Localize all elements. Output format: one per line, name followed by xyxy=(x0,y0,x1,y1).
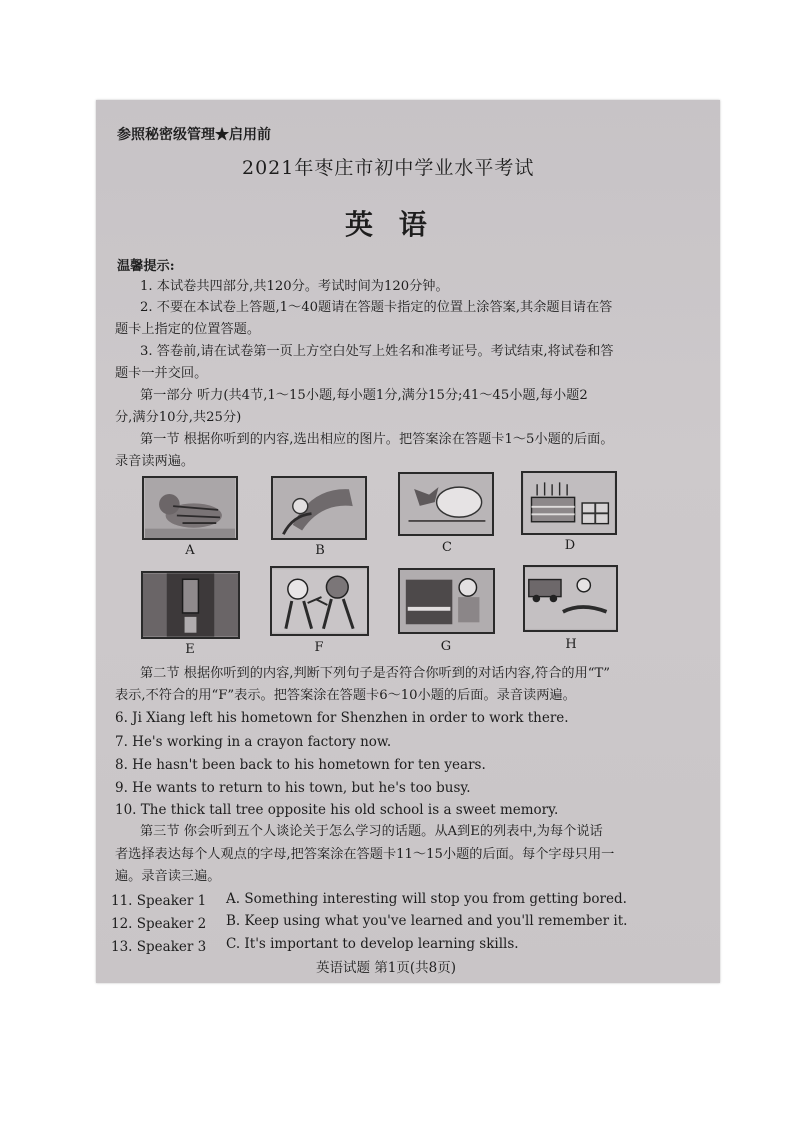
option-a: A. Something interesting will stop you from getting bored. xyxy=(226,891,627,907)
picture-label: C xyxy=(442,540,452,555)
picture-label: E xyxy=(185,642,195,657)
picture-label: B xyxy=(315,543,325,558)
picture-c xyxy=(398,472,494,536)
picture-label: G xyxy=(440,639,452,654)
speaker-3: 13. Speaker 3 xyxy=(111,939,207,955)
elevator-icon xyxy=(143,573,238,637)
question-8: 8. He hasn't been back to his hometown for ten years. xyxy=(115,757,486,773)
picture-a xyxy=(142,476,238,540)
part1-heading: 第一部分 听力(共4节,1～15小题,每小题1分,满分15分;41～45小题,每小题2 xyxy=(140,388,588,403)
arguing-people-icon xyxy=(272,568,367,634)
picture-label: A xyxy=(185,543,195,558)
notice-heading: 温馨提示: xyxy=(117,259,175,274)
accident-icon xyxy=(525,567,616,630)
animals-icon xyxy=(400,474,492,534)
part1-heading-cont: 分,满分10分,共25分) xyxy=(115,410,242,425)
speaker-1: 11. Speaker 1 xyxy=(111,893,207,909)
picture-f xyxy=(270,566,369,636)
notice-item: 题卡上指定的位置答题。 xyxy=(115,322,261,337)
tiger-icon xyxy=(144,478,236,538)
question-10: 10. The thick tall tree opposite his old school is a sweet memory. xyxy=(115,802,559,818)
section3-instruction-cont: 遍。录音读三遍。 xyxy=(115,869,221,884)
picture-g xyxy=(398,568,495,634)
section3-instruction: 第三节 你会听到五个人谈论关于怎么学习的话题。从A到E的列表中,为每个说话 xyxy=(140,824,603,839)
option-c: C. It's important to develop learning skills. xyxy=(226,936,519,952)
picture-d xyxy=(521,471,617,535)
subject-title: 英 语 xyxy=(345,208,435,241)
section3-instruction-cont: 者选择表达每个人观点的字母,把答案涂在答题卡11～15小题的后面。每个字母只用一 xyxy=(115,847,615,862)
section1-instruction: 第一节 根据你听到的内容,选出相应的图片。把答案涂在答题卡1～5小题的后面。 xyxy=(140,432,614,447)
speaker-2: 12. Speaker 2 xyxy=(111,916,207,932)
notice-item: 3. 答卷前,请在试卷第一页上方空白处写上姓名和准考证号。考试结束,将试卷和答 xyxy=(140,344,614,359)
classification-label: 参照秘密级管理★启用前 xyxy=(117,127,271,143)
birthday-cake-icon xyxy=(523,473,615,533)
notice-item: 题卡一并交回。 xyxy=(115,366,208,381)
picture-e xyxy=(141,571,240,639)
section2-instruction-cont: 表示,不符合的用“F”表示。把答案涂在答题卡6～10小题的后面。录音读两遍。 xyxy=(115,688,576,703)
piano-player-icon xyxy=(400,570,493,632)
option-b: B. Keep using what you've learned and you'll remember it. xyxy=(226,913,628,929)
section2-instruction: 第二节 根据你听到的内容,判断下列句子是否符合你听到的对话内容,符合的用“T” xyxy=(140,666,611,681)
exam-title: 2021年枣庄市初中学业水平考试 xyxy=(242,157,535,179)
picture-b xyxy=(271,476,367,540)
question-6: 6. Ji Xiang left his hometown for Shenzhen in order to work there. xyxy=(115,710,569,726)
notice-item: 2. 不要在本试卷上答题,1～40题请在答题卡指定的位置上涂答案,其余题目请在答 xyxy=(140,300,613,315)
picture-label: F xyxy=(314,640,324,655)
notice-item: 1. 本试卷共四部分,共120分。考试时间为120分钟。 xyxy=(140,279,449,294)
section1-instruction-cont: 录音读两遍。 xyxy=(115,454,195,469)
page-footer: 英语试题 第1页(共8页) xyxy=(316,960,457,976)
picture-label: H xyxy=(565,637,577,652)
painting-hand-icon xyxy=(273,478,365,538)
picture-label: D xyxy=(564,538,576,553)
question-9: 9. He wants to return to his town, but he's too busy. xyxy=(115,780,471,796)
picture-h xyxy=(523,565,618,632)
question-7: 7. He's working in a crayon factory now. xyxy=(115,734,392,750)
